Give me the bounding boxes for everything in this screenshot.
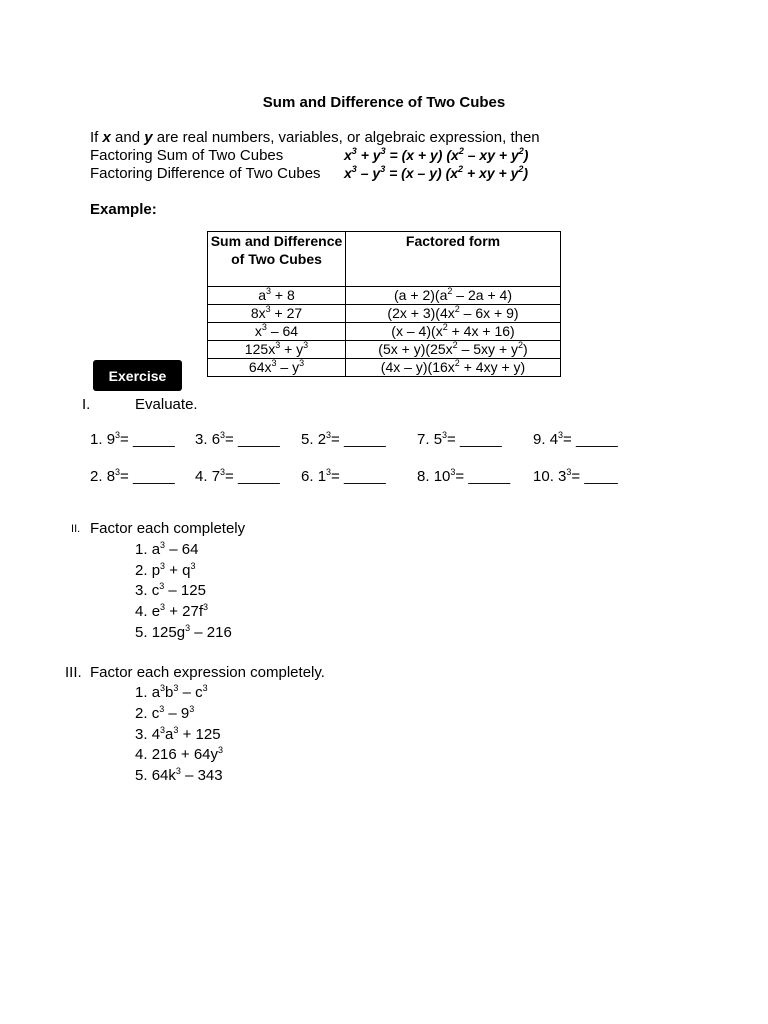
evaluate-item: 3. $6^3=$ _____: [195, 430, 280, 448]
table-header-row: [208, 232, 561, 287]
evaluate-item: 4. $7^3=$ _____: [195, 467, 280, 485]
factor-expression-item: 1. $a^3b^3 - c^3$: [135, 683, 208, 701]
table-row: [208, 287, 561, 305]
page-title: Sum and Difference of Two Cubes: [262, 94, 506, 111]
table-cell-expression: $64x^3 - y^3$: [208, 359, 346, 377]
table-row: [208, 359, 561, 377]
factor-item: 1. $a^3 - 64$: [135, 540, 199, 558]
table-cell-factored: $(a + 2)(a^2 - 2a + 4)$: [346, 287, 561, 305]
table-row: [208, 305, 561, 323]
table-cell-factored: $(5x + y)(25x^2 - 5xy + y^2)$: [346, 341, 561, 359]
table-row: [208, 323, 561, 341]
table-header-factored: Factored form: [346, 232, 561, 287]
evaluate-item: 7. $5^3=$ _____: [417, 430, 502, 448]
table-cell-expression: $a^3 + 8$: [208, 287, 346, 305]
table-cell-factored: $(2x + 3)(4x^2 - 6x + 9)$: [346, 305, 561, 323]
difference-label: Factoring Difference of Two Cubes: [90, 165, 321, 182]
section-3-heading: Factor each expression completely.: [90, 664, 325, 681]
example-table: [207, 231, 561, 377]
intro-text: If: [90, 129, 99, 146]
factor-expression-item: 2. $c^3 - 9^3$: [135, 704, 195, 722]
evaluate-item: 1. $9^3=$ _____: [90, 430, 175, 448]
evaluate-item: 5. $2^3=$ _____: [301, 430, 386, 448]
section-3-numeral: III.: [65, 664, 82, 681]
variable-x: x: [102, 129, 111, 146]
factor-expression-item: 4. $216 + 64y^3$: [135, 745, 224, 763]
section-1-heading: Evaluate.: [135, 396, 198, 413]
table-row: [208, 341, 561, 359]
section-2-numeral: II.: [71, 523, 81, 535]
variable-y: y: [144, 129, 153, 146]
evaluate-item: 2. $8^3=$ _____: [90, 467, 175, 485]
factor-item: 2. $p^3 + q^3$: [135, 561, 196, 579]
table-cell-expression: $125x^3 + y^3$: [208, 341, 346, 359]
factor-item: 5. $125g^3 - 216$: [135, 623, 232, 641]
section-2-heading: Factor each completely: [90, 520, 246, 537]
table-header-expression: Sum and Difference of Two Cubes: [208, 232, 346, 287]
difference-formula: $x^3 - y^3 = (x - y) (x^2$ + xy + $y^2$): [344, 164, 529, 181]
evaluate-item: 6. $1^3=$ _____: [301, 467, 386, 485]
factor-item: 4. $e^3 + 27f^3$: [135, 602, 209, 620]
evaluate-item: 9. $4^3=$ _____: [533, 430, 618, 448]
exercise-button[interactable]: Exercise: [93, 360, 182, 391]
intro-sentence: [90, 129, 540, 146]
sum-formula: $x^3 + y^3 = (x + y)$ ($x^2$ – xy + $y^2$): [344, 146, 529, 163]
evaluate-item: 8. $10^3=$ _____: [417, 467, 511, 485]
table-cell-expression: $8x^3 + 27$: [208, 305, 346, 323]
table-cell-factored: $(4x - y)(16x^2 + 4xy + y)$: [346, 359, 561, 377]
table-cell-expression: $x^3 - 64$: [208, 323, 346, 341]
table-cell-factored: $(x - 4)(x^2 + 4x + 16)$: [346, 323, 561, 341]
intro-text: are real numbers, variables, or algebraic expression, then: [156, 129, 540, 146]
intro-text: and: [115, 129, 141, 146]
factor-expression-item: 3. $4^3a^3 + 125$: [135, 725, 221, 743]
factor-item: 3. $c^3 - 125$: [135, 581, 206, 599]
example-label: Example:: [90, 201, 157, 218]
section-1-numeral: I.: [82, 396, 91, 413]
sum-label: Factoring Sum of Two Cubes: [90, 147, 284, 164]
evaluate-item: 10. $3^3=$ ____: [533, 467, 618, 485]
factor-expression-item: 5. $64k^3 - 343$: [135, 766, 223, 784]
